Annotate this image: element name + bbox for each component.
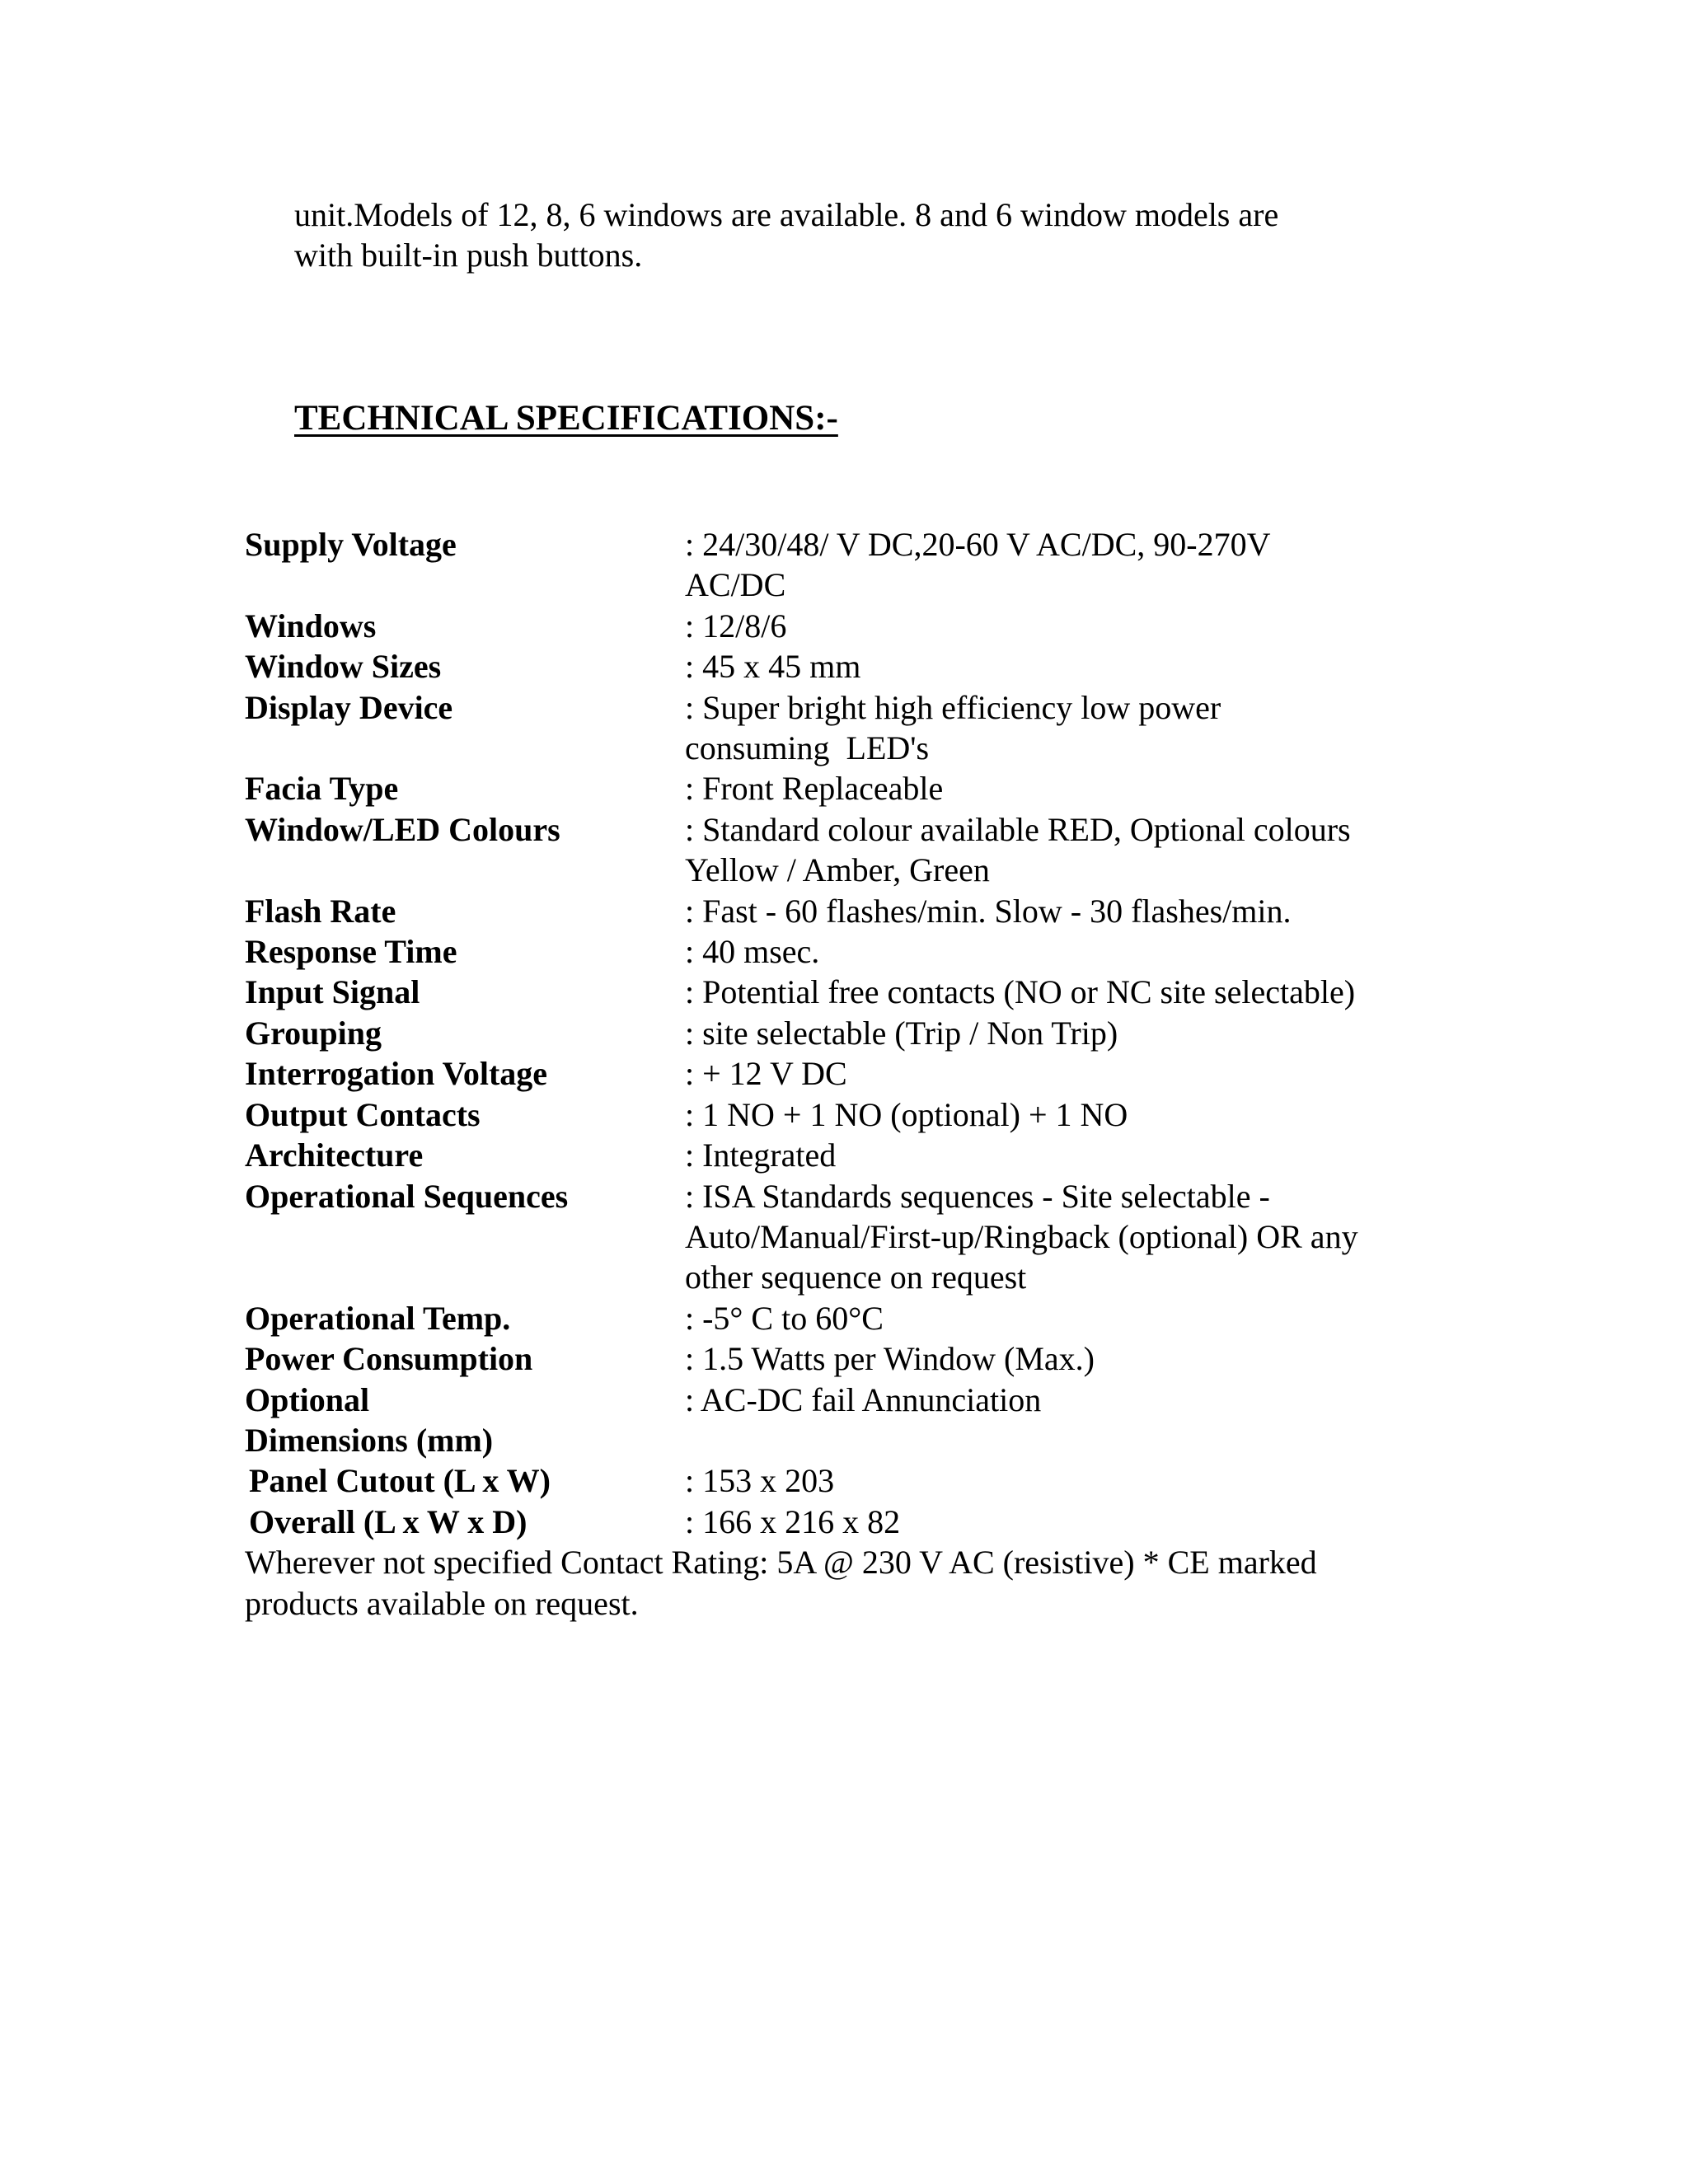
spec-row-dimensions bbox=[245, 1420, 1440, 1460]
spec-value-line: : 1.5 Watts per Window (Max.) bbox=[685, 1340, 1095, 1378]
footer-line: products available on request. bbox=[245, 1584, 639, 1622]
spec-label: Facia Type bbox=[245, 770, 399, 808]
spec-value bbox=[685, 891, 1440, 931]
spec-value-line: : 1 NO + 1 NO (optional) + 1 NO bbox=[685, 1095, 1128, 1133]
spec-value bbox=[685, 1420, 1440, 1460]
spec-label: Dimensions (mm) bbox=[245, 1421, 494, 1459]
intro-paragraph bbox=[294, 194, 1448, 275]
spec-label: Output Contacts bbox=[245, 1095, 481, 1133]
spec-label: Optional bbox=[245, 1380, 370, 1418]
spec-label: Flash Rate bbox=[245, 892, 396, 930]
spec-value-line: : + 12 V DC bbox=[685, 1055, 847, 1093]
spec-value bbox=[685, 1013, 1440, 1053]
spec-label: Window/LED Colours bbox=[245, 810, 560, 848]
spec-value bbox=[685, 606, 1440, 646]
spec-row-facia-type bbox=[245, 768, 1440, 808]
spec-label: Input Signal bbox=[245, 973, 420, 1011]
spec-label: Operational Sequences bbox=[245, 1177, 569, 1215]
spec-value-line: : Integrated bbox=[685, 1137, 837, 1174]
spec-row-supply-voltage bbox=[245, 524, 1440, 606]
spec-value bbox=[685, 1460, 1440, 1501]
spec-value bbox=[685, 1380, 1440, 1420]
spec-value-line: : -5° C to 60°C bbox=[685, 1299, 884, 1337]
spec-value-line: : Fast - 60 flashes/min. Slow - 30 flashes/min. bbox=[685, 892, 1292, 930]
spec-row-display-device bbox=[245, 687, 1440, 769]
spec-value-line: : site selectable (Trip / Non Trip) bbox=[685, 1014, 1118, 1052]
spec-label: Power Consumption bbox=[245, 1340, 533, 1378]
spec-label: Response Time bbox=[245, 933, 457, 971]
spec-value-line: : 166 x 216 x 82 bbox=[685, 1502, 901, 1540]
spec-value bbox=[685, 524, 1440, 606]
spec-label: Grouping bbox=[245, 1014, 382, 1052]
spec-row-operational-sequences bbox=[245, 1176, 1440, 1298]
spec-table bbox=[245, 524, 1440, 1624]
spec-value-line: : 24/30/48/ V DC,20-60 V AC/DC, 90-270V bbox=[685, 526, 1271, 563]
spec-label: Architecture bbox=[245, 1137, 424, 1174]
spec-value bbox=[685, 1094, 1440, 1135]
spec-row-input-signal bbox=[245, 972, 1440, 1012]
spec-value bbox=[685, 931, 1440, 972]
spec-value-line: : 45 x 45 mm bbox=[685, 648, 861, 686]
spec-label: Panel Cutout (L x W) bbox=[249, 1462, 551, 1500]
spec-value-line: : 40 msec. bbox=[685, 933, 820, 971]
spec-value bbox=[685, 687, 1440, 769]
spec-value-line: AC/DC bbox=[685, 566, 786, 604]
footer-line: Wherever not specified Contact Rating: 5A @ 230 V AC (resistive) * CE marked bbox=[245, 1544, 1317, 1582]
spec-value bbox=[685, 1135, 1440, 1175]
spec-row-panel-cutout bbox=[245, 1460, 1440, 1501]
spec-value-line: Auto/Manual/First-up/Ringback (optional) OR any bbox=[685, 1217, 1358, 1255]
spec-value-line: : Super bright high efficiency low power bbox=[685, 688, 1221, 726]
spec-value-line: : AC-DC fail Annunciation bbox=[685, 1380, 1042, 1418]
spec-label: Overall (L x W x D) bbox=[249, 1502, 528, 1540]
spec-value-line: consuming LED's bbox=[685, 729, 930, 767]
footer-note bbox=[245, 1542, 1440, 1624]
spec-value-line: : ISA Standards sequences - Site selectable - bbox=[685, 1177, 1270, 1215]
spec-row-operational-temp bbox=[245, 1298, 1440, 1338]
spec-value bbox=[685, 1338, 1440, 1379]
spec-label: Windows bbox=[245, 607, 377, 644]
spec-value-line bbox=[685, 1420, 1440, 1460]
spec-label: Window Sizes bbox=[245, 648, 442, 686]
spec-value-line: Yellow / Amber, Green bbox=[685, 851, 990, 889]
spec-value-line: : Potential free contacts (NO or NC site selectable) bbox=[685, 973, 1356, 1011]
spec-row-overall bbox=[245, 1502, 1440, 1542]
spec-value bbox=[685, 1176, 1440, 1298]
spec-value-line: other sequence on request bbox=[685, 1258, 1027, 1296]
spec-label: Operational Temp. bbox=[245, 1299, 511, 1337]
spec-row-grouping bbox=[245, 1013, 1440, 1053]
spec-value bbox=[685, 809, 1440, 891]
spec-value-line: : 12/8/6 bbox=[685, 607, 787, 644]
spec-value bbox=[685, 1298, 1440, 1338]
spec-label: Supply Voltage bbox=[245, 526, 457, 563]
spec-row-architecture bbox=[245, 1135, 1440, 1175]
spec-label: Display Device bbox=[245, 688, 453, 726]
section-heading: TECHNICAL SPECIFICATIONS:- bbox=[294, 399, 838, 438]
spec-value-line: : Standard colour available RED, Optional colours bbox=[685, 810, 1351, 848]
spec-row-window-sizes bbox=[245, 646, 1440, 687]
spec-row-power-consumption bbox=[245, 1338, 1440, 1379]
spec-row-window-led-colours bbox=[245, 809, 1440, 891]
spec-value-line: : Front Replaceable bbox=[685, 770, 944, 808]
spec-row-interrogation-voltage bbox=[245, 1053, 1440, 1094]
spec-row-response-time bbox=[245, 931, 1440, 972]
spec-value bbox=[685, 972, 1440, 1012]
intro-line: with built-in push buttons. bbox=[294, 237, 643, 274]
spec-label: Interrogation Voltage bbox=[245, 1055, 548, 1093]
spec-row-output-contacts bbox=[245, 1094, 1440, 1135]
spec-row-windows bbox=[245, 606, 1440, 646]
intro-line: unit.Models of 12, 8, 6 windows are available. 8 and 6 window models are bbox=[294, 196, 1279, 233]
spec-row-flash-rate bbox=[245, 891, 1440, 931]
spec-row-optional bbox=[245, 1380, 1440, 1420]
spec-value bbox=[685, 768, 1440, 808]
spec-value bbox=[685, 1053, 1440, 1094]
spec-value bbox=[685, 1502, 1440, 1542]
spec-value-line: : 153 x 203 bbox=[685, 1462, 835, 1500]
spec-value bbox=[685, 646, 1440, 687]
